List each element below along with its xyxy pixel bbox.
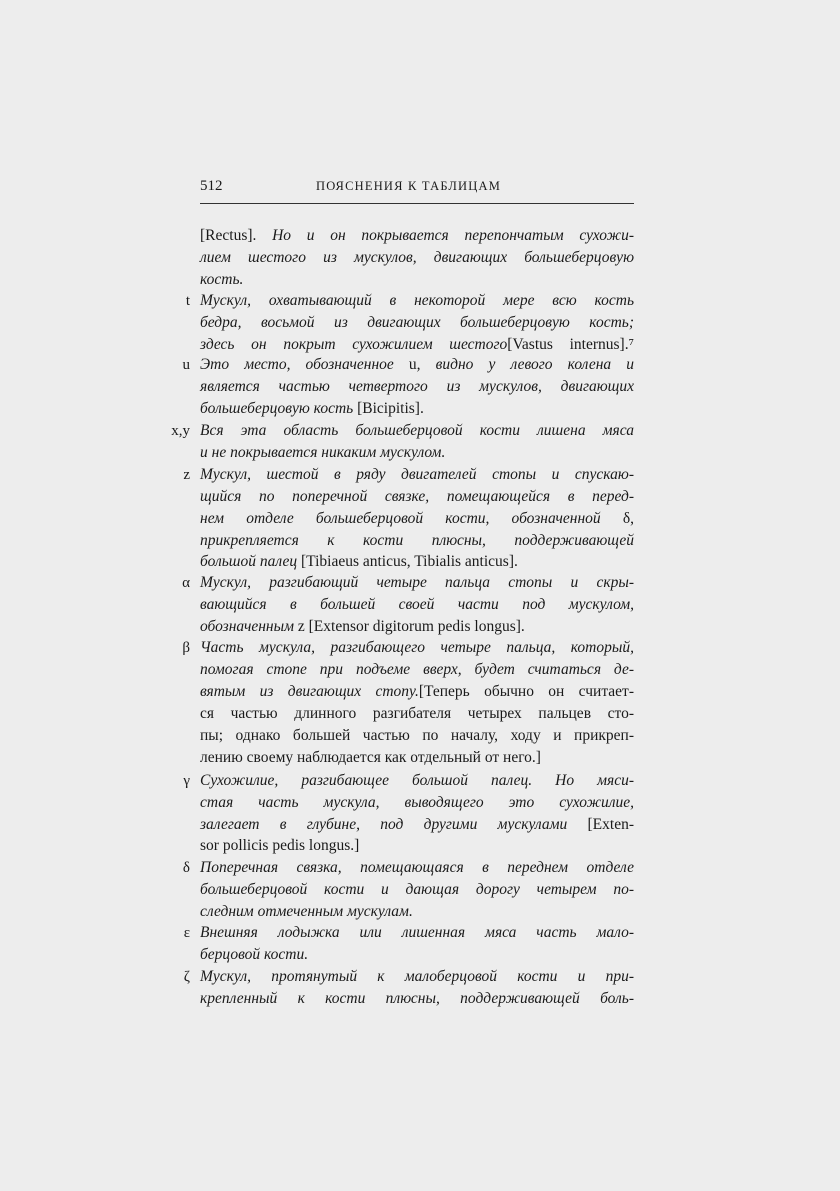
text-plain: δ, — [622, 510, 634, 527]
text-plain: u — [408, 356, 417, 373]
text-italic: здесь он покрыт сухожилием шестого — [200, 336, 508, 353]
marker-beta: β — [182, 640, 190, 656]
text-italic: Внешняя лодыжка или лишенная мяса часть мало- — [200, 924, 634, 941]
text-line — [200, 551, 634, 573]
marker-t: t — [185, 293, 190, 309]
text-line — [200, 572, 634, 594]
text-italic: прикрепляется к кости плюсны, поддерживающей — [200, 532, 634, 549]
text-italic: кость. — [200, 271, 244, 288]
text-italic: щийся по поперечной связке, помещающейся в перед- — [200, 488, 634, 505]
text-line — [200, 659, 634, 681]
text-line — [200, 247, 634, 269]
text-plain: [Bicipitis]. — [357, 400, 424, 417]
text-italic: большой палец — [200, 553, 301, 570]
text-line — [200, 442, 634, 464]
text-plain: [Tibiaeus anticus, Tibialis anticus]. — [301, 553, 518, 570]
marker-gamma: γ — [183, 773, 190, 789]
text-line — [200, 770, 634, 792]
text-italic: Поперечная связка, помещающаяся в переднем отделе — [200, 859, 634, 876]
text-line — [200, 616, 634, 638]
marker-z: z — [183, 467, 190, 483]
text-line — [200, 966, 634, 988]
text-italic: большеберцовой кости и дающая дорогу четырем по- — [200, 881, 634, 898]
text-italic: бедра, восьмой из двигающих большеберцовую кость; — [200, 314, 634, 331]
text-italic: лием шестого из мускулов, двигающих большеберцовую — [200, 249, 634, 266]
text-line — [200, 464, 634, 486]
text-italic: и не покрывается никаким мускулом. — [200, 444, 446, 461]
text-italic: Мускул, протянутый к малоберцовой кости и при- — [200, 968, 634, 985]
text-italic: является частью четвертого из мускулов, двигающих — [200, 378, 634, 395]
text-italic: обозначенным — [200, 618, 298, 635]
text-line — [200, 944, 634, 966]
text-line — [200, 725, 634, 747]
text-line — [200, 420, 634, 442]
text-italic: Это место, обозначенное — [200, 356, 409, 373]
text-plain: z [Extensor digitorum pedis longus]. — [297, 618, 525, 635]
text-italic: Часть мускула, разгибающего четыре пальца, который, — [200, 639, 634, 656]
text-italic: Мускул, шестой в ряду двигателей стопы и спускаю- — [200, 466, 634, 483]
text-line — [200, 225, 634, 247]
text-line — [200, 703, 634, 725]
text-line — [200, 376, 634, 398]
text-line — [200, 312, 634, 334]
text-line — [200, 814, 634, 836]
text-plain: лению своему наблюдается как отдельный от него.] — [200, 749, 541, 766]
text-italic: следним отмеченным мускулам. — [200, 903, 413, 920]
text-line — [200, 594, 634, 616]
text-italic: Мускул, разгибающий четыре пальца стопы и скры- — [200, 574, 634, 591]
text-italic: , видно у левого колена и — [416, 356, 634, 373]
text-italic: помогая стопе при подъеме вверх, будет считаться де- — [200, 661, 634, 678]
text-line — [200, 747, 634, 769]
text-plain: пы; однако большей частью по началу, ходу и прикреп- — [200, 727, 634, 744]
text-line — [200, 922, 634, 944]
marker-xy: x,y — [171, 423, 190, 439]
text-italic: крепленный к кости плюсны, поддерживающей боль- — [200, 990, 634, 1007]
text-line — [200, 508, 634, 530]
page-number: 512 — [200, 178, 223, 194]
page-header — [200, 178, 634, 202]
text-line — [200, 486, 634, 508]
text-italic: вятым из двигающих стопу. — [200, 683, 419, 700]
text-line — [200, 269, 634, 291]
text-italic: нем отделе большеберцовой кости, обозначенной — [200, 510, 623, 527]
text-line — [200, 835, 634, 857]
marker-epsilon: ε — [183, 925, 190, 941]
text-line — [200, 681, 634, 703]
marker-zeta: ζ — [183, 969, 190, 985]
marker-alpha: α — [182, 575, 190, 591]
text-italic: Сухожилие, разгибающее большой палец. Но мяси- — [200, 772, 634, 789]
text-italic: берцовой кости. — [200, 946, 309, 963]
text-italic: стая часть мускула, выводящего это сухожилие, — [200, 794, 634, 811]
text-line — [200, 792, 634, 814]
header-rule — [200, 203, 634, 204]
text-plain: sor pollicis pedis longus.] — [200, 837, 360, 854]
text-line — [200, 637, 634, 659]
running-title: ПОЯСНЕНИЯ К ТАБЛИЦАМ — [316, 179, 502, 193]
text-line — [200, 901, 634, 923]
text-italic: залегает в глубине, под другими мускулами — [200, 816, 588, 833]
text-line — [200, 354, 634, 376]
text-plain: [Теперь обычно он считает- — [418, 683, 634, 700]
text-line — [200, 398, 634, 420]
text-italic: Но и он покрывается перепончатым сухожи- — [256, 227, 634, 244]
text-italic: Мускул, охватывающий в некоторой мере всю кость — [200, 292, 634, 309]
text-line — [200, 988, 634, 1010]
marker-u: u — [182, 357, 190, 373]
text-line — [200, 530, 634, 552]
text-line — [200, 290, 634, 312]
text-italic: большеберцовую кость — [200, 400, 358, 417]
text-plain: [Exten- — [587, 816, 634, 833]
text-plain: ся частью длинного разгибателя четырех пальцев сто- — [200, 705, 634, 722]
text-plain: [Vastus internus].⁷ — [507, 336, 634, 353]
text-italic: Вся эта область большеберцовой кости лишена мяса — [200, 422, 634, 439]
text-plain: [Rectus]. — [200, 227, 257, 244]
text-italic: вающийся в большей своей части под мускулом, — [200, 596, 634, 613]
text-line — [200, 334, 634, 356]
text-line — [200, 857, 634, 879]
text-line — [200, 879, 634, 901]
marker-delta: δ — [182, 860, 190, 876]
